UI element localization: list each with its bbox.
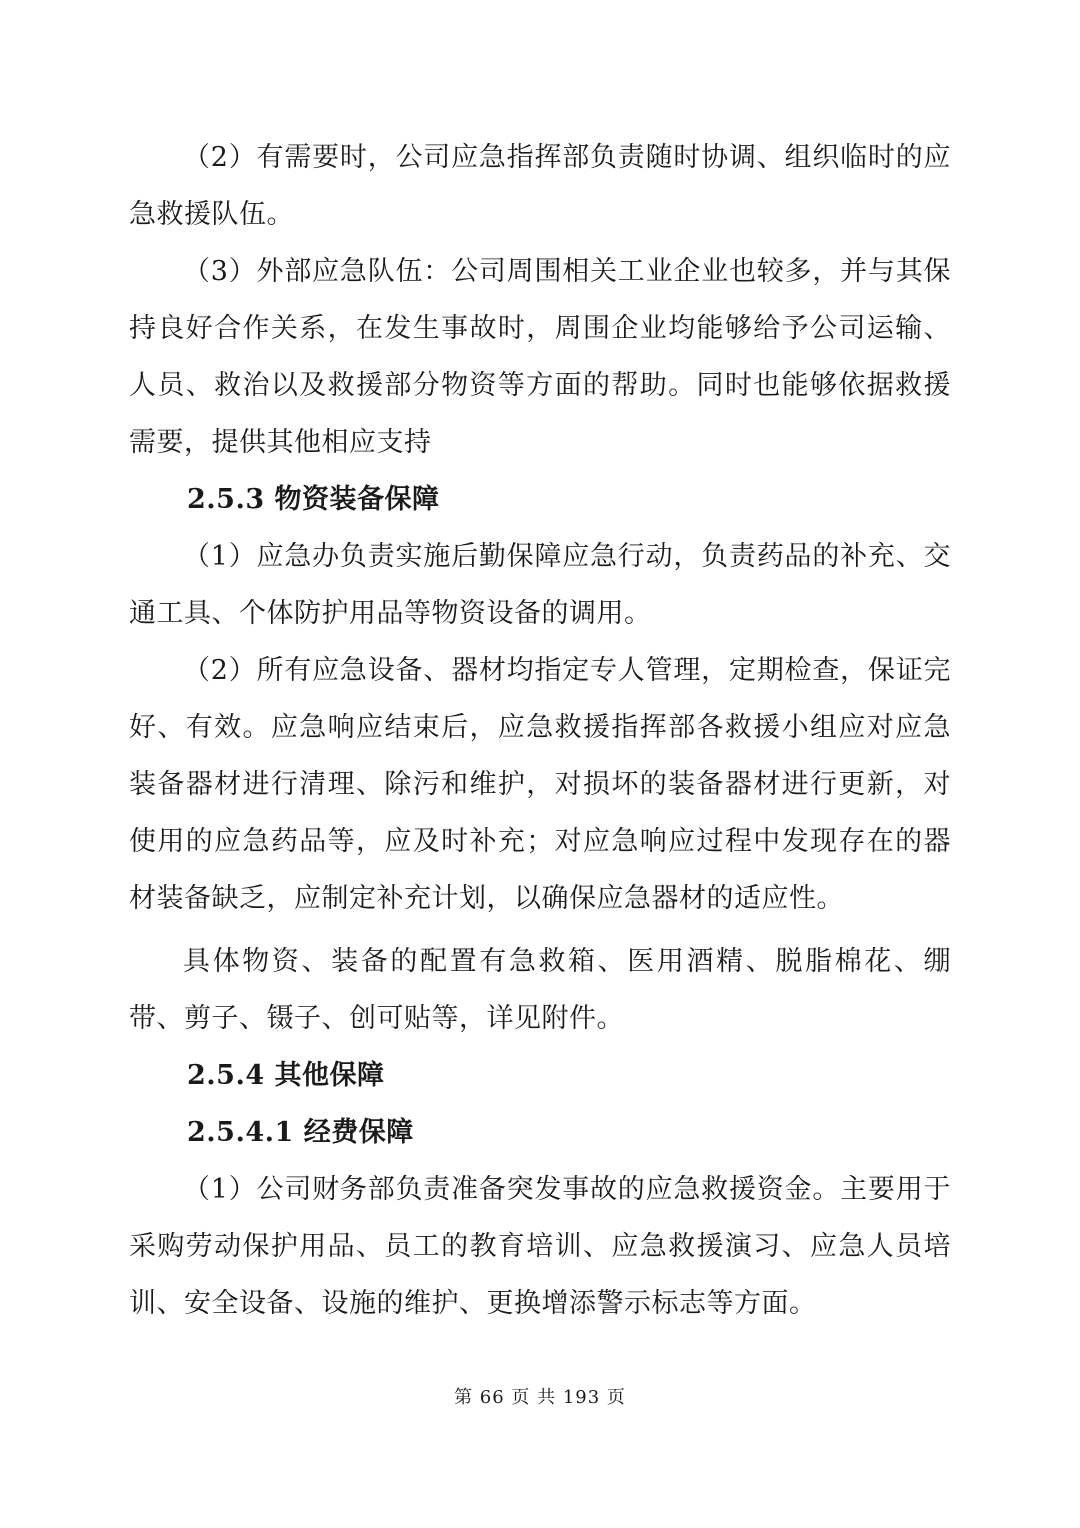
section-heading-2-5-3: 2.5.3 物资装备保障 — [187, 484, 440, 515]
paragraph-supplies-list: 具体物资、装备的配置有急救箱、医用酒精、脱脂棉花、绷带、剪子、镊子、创可贴等，详见附件。 — [129, 946, 951, 1034]
section-heading-2-5-4: 2.5.4 其他保障 — [187, 1060, 385, 1091]
paragraph-emergency-team-temporary: （2）有需要时，公司应急指挥部负责随时协调、组织临时的应急救援队伍。 — [129, 142, 951, 230]
section-heading-2-5-4-1: 2.5.4.1 经费保障 — [187, 1117, 414, 1148]
paragraph-equipment-management: （2）所有应急设备、器材均指定专人管理，定期检查，保证完好、有效。应急响应结束后，应急救援指挥部各救援小组应对应急装备器材进行清理、除污和维护，对损坏的装备器材进行更新，对使用的应急药品等，应及时补充；对应急响应过程中发现存在的器材装备缺乏，应制定补充计划，以确保应急器材的适应性。 — [129, 655, 951, 914]
page-number-footer: 第 66 页 共 193 页 — [454, 1387, 626, 1408]
paragraph-funding-support: （1）公司财务部负责准备突发事故的应急救援资金。主要用于采购劳动保护用品、员工的教育培训、应急救援演习、应急人员培训、安全设备、设施的维护、更换增添警示标志等方面。 — [129, 1174, 951, 1319]
paragraph-logistics-support: （1）应急办负责实施后勤保障应急行动，负责药品的补充、交通工具、个体防护用品等物资设备的调用。 — [129, 541, 951, 629]
document-body — [129, 129, 951, 1332]
paragraph-external-emergency-team: （3）外部应急队伍：公司周围相关工业企业也较多，并与其保持良好合作关系，在发生事故时，周围企业均能够给予公司运输、人员、救治以及救援部分物资等方面的帮助。同时也能够依据救援需要，提供其他相应支持 — [129, 256, 951, 458]
